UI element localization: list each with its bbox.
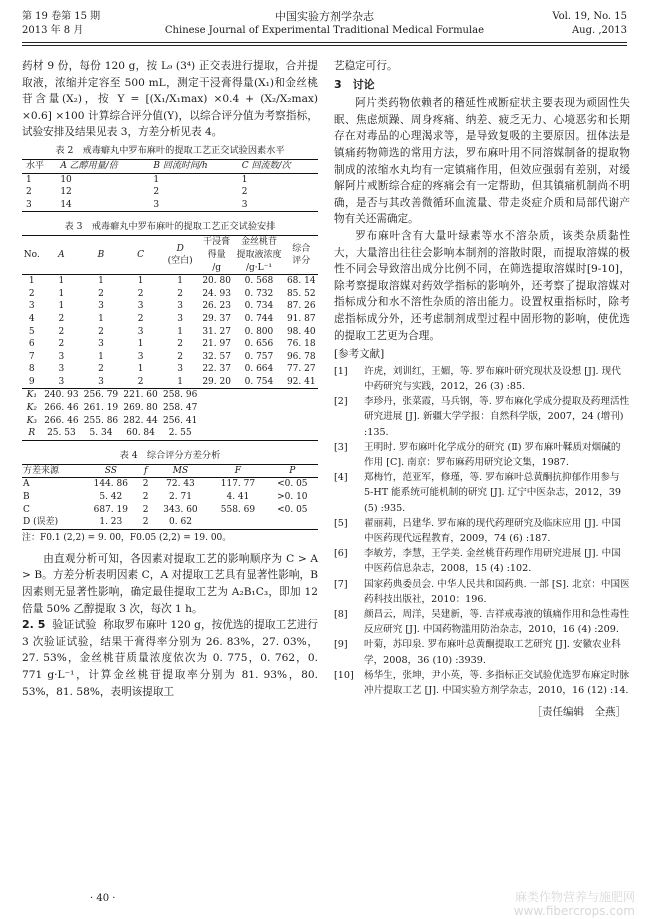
table3-header-row <box>22 236 318 275</box>
table4-header-cell: F <box>234 465 242 476</box>
table-cell: 32. 57 <box>202 351 231 362</box>
table-cell: 1 <box>137 276 144 287</box>
table-row <box>22 300 318 313</box>
reference-number: [4] <box>334 472 348 484</box>
table-cell: K₁ <box>26 390 37 401</box>
table-cell: 3 <box>58 351 65 362</box>
table-cell: 60. 84 <box>126 428 155 439</box>
table4-header-row <box>22 464 318 478</box>
table-cell: 24. 93 <box>202 288 231 299</box>
table-cell: 0. 62 <box>169 517 192 528</box>
table-row <box>22 288 318 301</box>
reference-text: 许虎，刘训红，王媚，等. 罗布麻叶研究现状及设想 [J]. 现代中药研究与实践，2012，26 (3) :85. <box>364 365 621 392</box>
section-3-heading: 3 讨论 <box>334 77 375 91</box>
header-line: 评分 <box>292 256 311 267</box>
table-cell: 1 <box>58 288 65 299</box>
table-cell: 4 <box>28 313 35 324</box>
table-cell: 68. 14 <box>286 276 316 287</box>
table-row-summary <box>22 389 318 402</box>
table3-header-hyperoside <box>233 236 284 275</box>
table-cell: 687. 19 <box>93 504 128 515</box>
section-2-5-text: 称取罗布麻叶 120 g，按优选的提取工艺进行 3 次验证试验，结果干膏得率分别为 26. 83%，27. 03%，27. 53%，金丝桃苷质量浓度依次为 0. 775，0. 762，0. 771 g·L⁻¹，计算金丝桃苷提取率分别为 81. 93%，80. 53%，81. 58%，表明该提取工 <box>22 619 318 698</box>
section-2-5-title: 验证试验 <box>52 618 97 632</box>
table-cell: 3 <box>241 199 248 210</box>
table-cell: 3 <box>58 364 65 375</box>
table-cell: 76. 18 <box>286 339 316 350</box>
table-row <box>22 363 318 376</box>
date-en: Aug. ,2013 <box>571 25 627 36</box>
table-cell: 1 <box>28 276 35 287</box>
table2-header-cell: C 回流数/次 <box>241 160 291 171</box>
table-cell: 9 <box>28 376 35 387</box>
table-cell: R <box>28 428 36 439</box>
table-cell: 20. 80 <box>202 276 231 287</box>
header-rule <box>22 42 627 43</box>
table-cell: 2 <box>98 364 104 375</box>
section-2-5-paragraph <box>22 617 318 700</box>
journal-title-en: Chinese Journal of Experimental Traditional Medical Formulae <box>164 25 485 36</box>
table-cell: 3 <box>137 301 144 312</box>
table2-caption: 表 2 戒毒癖丸中罗布麻叶的提取工艺正交试验因素水平 <box>55 144 285 156</box>
table-cell: 558. 69 <box>220 504 256 515</box>
watermark-line-1: 麻类作物营养与施肥网 <box>514 890 635 904</box>
references-title: [参考文献] <box>334 348 385 361</box>
right-column <box>334 58 630 721</box>
table-cell-empty <box>233 402 284 415</box>
reference-text: 叶菊，苏印泉. 罗布麻叶总黄酮提取工艺研究 [J]. 安徽农业科学，2008，36 (10) :3939. <box>364 639 621 666</box>
table-row <box>22 199 318 212</box>
table-cell-empty <box>285 415 318 428</box>
reference-text: 杨华生，张坤，尹小英，等. 多指标正交试验优选罗布麻定时脉冲片提取工艺 [J]. 中国实验方剂学杂志，2010，16 (12) :14. <box>364 669 630 696</box>
table-cell: 256. 79 <box>83 390 119 401</box>
table-cell: 1 <box>98 351 104 362</box>
table2-header-cell: 水平 <box>26 160 45 171</box>
table4-header-cell: P <box>289 465 296 476</box>
continued-text: 艺稳定可行。 <box>334 60 398 72</box>
header-line: 提取液浓度 <box>236 249 282 260</box>
table-cell: 1 <box>153 174 160 185</box>
table-cell: 0. 800 <box>244 326 274 337</box>
table-cell: 22. 37 <box>202 364 231 375</box>
reference-text: 郑梅竹，范亚军，修瑾，等. 罗布麻叶总黄酮抗抑郁作用参与 5-HT 能系统可能机制的研究 [J]. 辽宁中医杂志，2012，39 (5) :935. <box>364 472 621 514</box>
table-cell: 343. 60 <box>163 504 198 515</box>
volume-issue-cn: 第 19 卷第 15 期 <box>22 11 101 22</box>
table3-header-b: B <box>97 249 105 260</box>
table-cell: 269. 80 <box>123 403 158 414</box>
header-line: 得量 <box>207 249 226 260</box>
table-cell: 0. 656 <box>244 339 274 350</box>
watermark-line-2: www.fibercrops.com <box>513 904 635 918</box>
table4-note: 注：F0.1 (2,2) = 9. 00，F0.05 (2,2) = 19. 00。 <box>22 532 232 543</box>
header-line: 金丝桃苷 <box>240 237 277 248</box>
table-cell: 2 <box>142 517 149 528</box>
table3-header-d-blank: (空白) <box>167 256 193 267</box>
reference-item <box>334 364 630 394</box>
references-list <box>334 364 630 698</box>
running-header <box>0 8 649 52</box>
table-cell: 92. 41 <box>286 376 316 387</box>
table-cell: 5. 34 <box>89 428 113 439</box>
table-cell-empty <box>285 389 318 402</box>
table-cell: 282. 44 <box>123 415 158 426</box>
table-cell-empty <box>200 415 233 428</box>
table-cell: 256. 41 <box>162 415 198 426</box>
header-line: /g·L⁻¹ <box>245 262 272 273</box>
reference-number: [9] <box>334 639 348 651</box>
table-cell-empty <box>233 389 284 402</box>
table3-header-c: C <box>137 249 145 260</box>
table-cell: 2 <box>137 313 144 324</box>
table-cell: 3 <box>28 301 35 312</box>
reference-number: [1] <box>334 365 348 377</box>
responsible-editor: ［责任编辑 全燕］ <box>531 706 626 719</box>
table-cell: 1 <box>137 339 144 350</box>
table3-body <box>22 275 318 441</box>
table-cell: >0. 10 <box>277 492 308 503</box>
reference-item <box>334 637 630 667</box>
date-cn: 2013 年 8 月 <box>22 25 84 36</box>
table-row <box>22 338 318 351</box>
table-cell: 2 <box>58 313 65 324</box>
table-cell <box>267 516 318 529</box>
table-cell: 87. 26 <box>286 301 316 312</box>
table-cell: 8 <box>28 364 35 375</box>
table-cell: 2 <box>177 288 184 299</box>
table-cell: 1 <box>98 313 104 324</box>
table-row <box>22 504 318 517</box>
table-cell: 29. 20 <box>202 376 231 387</box>
table-cell: 0. 734 <box>244 301 274 312</box>
table-cell-empty <box>285 402 318 415</box>
table-cell: 2 <box>142 479 149 490</box>
table-cell: 26. 23 <box>202 301 231 312</box>
reference-number: [6] <box>334 548 348 560</box>
table-cell-empty <box>233 427 284 440</box>
intro-paragraph: 药材 9 份，每份 120 g，按 L₉ (3⁴) 正交表进行提取，合并提取液，浓缩并定容至 500 mL，测定干浸膏得量(X₁)和金丝桃苷含量(X₂)，按 Y = [(X₁/X₁max) ×0.4 + (X₂/X₂max) ×0.6] ×100 计算综合评分值(Y)，以综合评分值为考察指标，试验安排及结果见表 3，方差分析见表 4。 <box>22 60 318 139</box>
table3-header-d <box>160 236 200 275</box>
reference-item <box>334 516 630 546</box>
table-row <box>22 173 318 186</box>
table-cell: 2 <box>26 187 32 198</box>
table-cell: 1 <box>177 326 184 337</box>
reference-text: 李珍丹，张菜霞，马兵钢，等. 罗布麻化学成分提取及药理活性研究进展 [J]. 新疆大学学报：自然科学版，2007，24 (增刊) :135. <box>364 396 630 438</box>
reference-text: 颜昌云，周洋，吴建新，等. 吉祥戒毒液的镇痛作用和急性毒性反应研究 [J]. 中国药物滥用防治杂志，2010，16 (4) :209. <box>364 608 630 636</box>
table-cell: 3 <box>153 199 160 210</box>
table2-factor-levels <box>22 159 318 212</box>
reference-item <box>334 607 630 637</box>
table-cell: 3 <box>177 313 184 324</box>
table-cell: 0. 757 <box>244 351 274 362</box>
table4-header-cell: f <box>143 465 148 476</box>
analysis-paragraph: 由直观分析可知，各因素对提取工艺的影响顺序为 C > A > B。方差分析表明因素 C，A 对提取工艺具有显著性影响，B 因素则无显著性影响，确定最佳提取工艺为 A₂B₁C₃，即加 12 倍量 50% 乙醇提取 3 次，每次 1 h。 <box>22 552 318 615</box>
table-cell-empty <box>285 427 318 440</box>
table-cell: 1 <box>98 276 104 287</box>
table-cell: 1 <box>26 174 32 185</box>
table-cell: 91. 87 <box>286 313 316 324</box>
table-cell: 85. 52 <box>286 288 316 299</box>
table-cell: 4. 41 <box>226 492 250 503</box>
reference-number: [5] <box>334 517 348 529</box>
volume-issue-en: Vol. 19, No. 15 <box>552 11 627 22</box>
table-cell: 266. 46 <box>44 415 79 426</box>
reference-number: [10] <box>334 669 354 681</box>
left-column <box>22 58 318 700</box>
table-cell: 29. 37 <box>202 313 231 324</box>
table-cell: 2. 71 <box>169 492 192 503</box>
table-cell: 2 <box>137 288 144 299</box>
table-cell: 261. 19 <box>83 403 119 414</box>
reference-item <box>334 394 630 440</box>
table-cell: 0. 732 <box>244 288 274 299</box>
table-cell: B <box>23 492 30 503</box>
table-cell: 5. 42 <box>99 492 123 503</box>
table-row <box>22 326 318 339</box>
header-right <box>552 10 627 38</box>
table-cell: <0. 05 <box>277 504 308 515</box>
table4-caption: 表 4 综合评分方差分析 <box>119 449 221 461</box>
table-cell: A <box>23 479 30 490</box>
table-cell: 0. 754 <box>244 376 274 387</box>
table-cell: 72. 43 <box>166 479 195 490</box>
table-cell: K₃ <box>26 415 37 426</box>
table-cell: 2. 55 <box>168 428 192 439</box>
table-cell: 2 <box>28 288 35 299</box>
table-cell: 2 <box>177 351 184 362</box>
table-row <box>22 275 318 288</box>
reference-text: 王明时. 罗布麻叶化学成分的研究 (Ⅱ) 罗布麻叶鞣质对烟碱的作用 [C]. 南京：罗布麻药用研究论文集，1987. <box>364 441 621 468</box>
watermark <box>514 890 635 918</box>
table3-header-score <box>285 236 318 275</box>
table-cell: 12 <box>60 187 72 198</box>
reference-text: 李敏芳，李慧，王学美. 金丝桃苷药理作用研究进展 [J]. 中国中医药信息杂志，2008，15 (4) :102. <box>364 548 621 575</box>
reference-item <box>334 668 630 698</box>
reference-item <box>334 546 630 576</box>
table-cell: 21. 97 <box>202 339 231 350</box>
table3-header-d-letter: D <box>176 243 184 254</box>
table-cell: 2 <box>142 492 149 503</box>
reference-item <box>334 577 630 607</box>
discussion-paragraph-1: 阿片类药物依赖者的稽延性戒断症状主要表现为顽固性失眠、焦虑烦躁、周身疼痛、纳差、疲乏无力、心境恶劣和长期存在对毒品的心理渴求等，是导致复吸的主要原因。扭体法是镇痛药物筛选的常用方法，罗布麻叶用不同溶媒制备的提取物制成的浓缩水丸均有一定镇痛作用，但效应强弱有差别，对缓解阿片戒断综合症的疼痛会有一定帮助，但其镇痛机制尚不明确，是否与其改善微循环血流量、带走炎症介质和局部代谢产物有关还需确定。 <box>334 97 630 226</box>
table-cell: 221. 60 <box>123 390 158 401</box>
table-cell: C <box>23 504 30 515</box>
reference-number: [3] <box>334 441 348 453</box>
table-cell: 25. 53 <box>47 428 76 439</box>
table3-header-a: A <box>58 249 65 260</box>
table-cell: 0. 744 <box>244 313 274 324</box>
table-row <box>22 478 318 491</box>
table4-variance-analysis <box>22 464 318 530</box>
table-cell: 14 <box>60 199 72 210</box>
table3-caption: 表 3 戒毒癖丸中罗布麻叶的提取工艺正交试验安排 <box>64 221 276 233</box>
table-cell: 1 <box>177 276 184 287</box>
table-cell: D (误差) <box>23 517 59 528</box>
table-cell: K₂ <box>26 403 37 414</box>
table-row <box>22 186 318 199</box>
table-cell: 2 <box>137 376 144 387</box>
table3-header-dry-extract <box>200 236 233 275</box>
table-cell: 0. 568 <box>244 276 274 287</box>
header-line: /g <box>212 262 222 273</box>
table-cell: 77. 27 <box>286 364 316 375</box>
table-cell: 5 <box>28 326 35 337</box>
table-cell <box>209 516 266 529</box>
table-cell: <0. 05 <box>277 479 308 490</box>
table-cell-empty <box>200 427 233 440</box>
reference-text: 国家药典委员会. 中华人民共和国药典. 一部 [S]. 北京：中国医药科技出版社，2010：196. <box>364 578 630 605</box>
reference-item <box>334 470 630 516</box>
reference-number: [7] <box>334 578 348 590</box>
table2-header-row <box>22 159 318 173</box>
table3-header-no: No. <box>23 249 40 260</box>
table-cell: 2 <box>58 339 65 350</box>
table-cell: 2 <box>177 339 184 350</box>
table-cell: 1 <box>58 276 65 287</box>
table4-body <box>22 478 318 529</box>
table4-header-cell: MS <box>172 465 189 476</box>
table-cell: 10 <box>60 174 72 185</box>
table-cell: 2 <box>98 326 104 337</box>
reference-item <box>334 440 630 470</box>
table-cell: 1 <box>177 376 184 387</box>
table-row <box>22 491 318 504</box>
table-cell-empty <box>200 389 233 402</box>
table-cell: 266. 46 <box>44 403 79 414</box>
table-row <box>22 351 318 364</box>
table-cell: 240. 93 <box>44 390 79 401</box>
table-cell: 2 <box>98 288 104 299</box>
table4-header-cell: SS <box>104 465 117 476</box>
table3-orthogonal-design <box>22 235 318 441</box>
journal-title-cn: 中国实验方剂学杂志 <box>275 10 374 23</box>
table-cell: 6 <box>28 339 35 350</box>
table-cell: 1 <box>241 174 248 185</box>
header-rule-2 <box>22 45 627 46</box>
table-row-summary <box>22 402 318 415</box>
table-cell: 2 <box>241 187 248 198</box>
table-row-summary <box>22 415 318 428</box>
table-cell: 1 <box>137 364 144 375</box>
reference-number: [8] <box>334 608 348 620</box>
table-cell: 3 <box>58 376 65 387</box>
table2-header-cell: B 回流时间/h <box>153 160 208 171</box>
header-line: 干浸膏 <box>203 237 231 248</box>
table-cell: 3 <box>26 199 32 210</box>
table-cell: 1. 23 <box>99 517 123 528</box>
table4-header-cell: 方差来源 <box>23 465 60 476</box>
page-number: · 40 · <box>90 893 116 904</box>
discussion-paragraph-2: 罗布麻叶含有大量叶绿素等水不溶杂质，该类杂质黏性大，大量溶出往往会影响本制剂的溶散时限，而提取溶媒的极性不同会导致溶出成分比例不同，在筛选提取溶媒时[9-10]，除考察提取溶媒对药效学指标的影响外，还考察了提取溶媒对指标成分和水不溶性杂质的溶出能力。设置权重指标时，除考虑指标成分外，还考虑制剂成型过程中固形物的影响，使优选的提取工艺更为合理。 <box>334 229 630 342</box>
table-cell: 3 <box>177 364 184 375</box>
table-cell: 255. 86 <box>83 415 119 426</box>
table-cell: 3 <box>98 301 104 312</box>
table-cell: 258. 96 <box>162 390 198 401</box>
table-cell: 258. 47 <box>162 403 198 414</box>
table-cell: 2 <box>153 187 160 198</box>
section-2-5-number: 2. 5 <box>22 618 46 632</box>
table-cell: 117. 77 <box>220 479 256 490</box>
table-cell: 2 <box>58 326 65 337</box>
table-cell: 3 <box>137 351 144 362</box>
table-cell-empty <box>200 402 233 415</box>
table-cell: 7 <box>28 351 35 362</box>
table-cell: 1 <box>58 301 65 312</box>
table-cell: 96. 78 <box>286 351 316 362</box>
table-cell: 3 <box>177 301 184 312</box>
table-row <box>22 376 318 389</box>
table-cell: 3 <box>137 326 144 337</box>
table-cell: 3 <box>98 376 104 387</box>
table-cell: 0. 664 <box>244 364 274 375</box>
table-cell: 31. 27 <box>202 326 231 337</box>
reference-text: 翟丽莉，吕建华. 罗布麻的现代药理研究及临床应用 [J]. 中国中医药现代远程教育，2009，74 (6) :187. <box>364 517 621 544</box>
table-cell-empty <box>233 415 284 428</box>
header-line: 综合 <box>292 243 311 254</box>
table-cell: 2 <box>142 504 149 515</box>
table2-header-cell: A 乙醇用量/倍 <box>60 160 118 171</box>
table-cell: 3 <box>98 339 104 350</box>
table-row <box>22 313 318 326</box>
table-cell: 144. 86 <box>93 479 128 490</box>
reference-number: [2] <box>334 396 348 408</box>
table-row <box>22 516 318 529</box>
table-cell: 98. 40 <box>286 326 316 337</box>
table-row-summary <box>22 427 318 440</box>
